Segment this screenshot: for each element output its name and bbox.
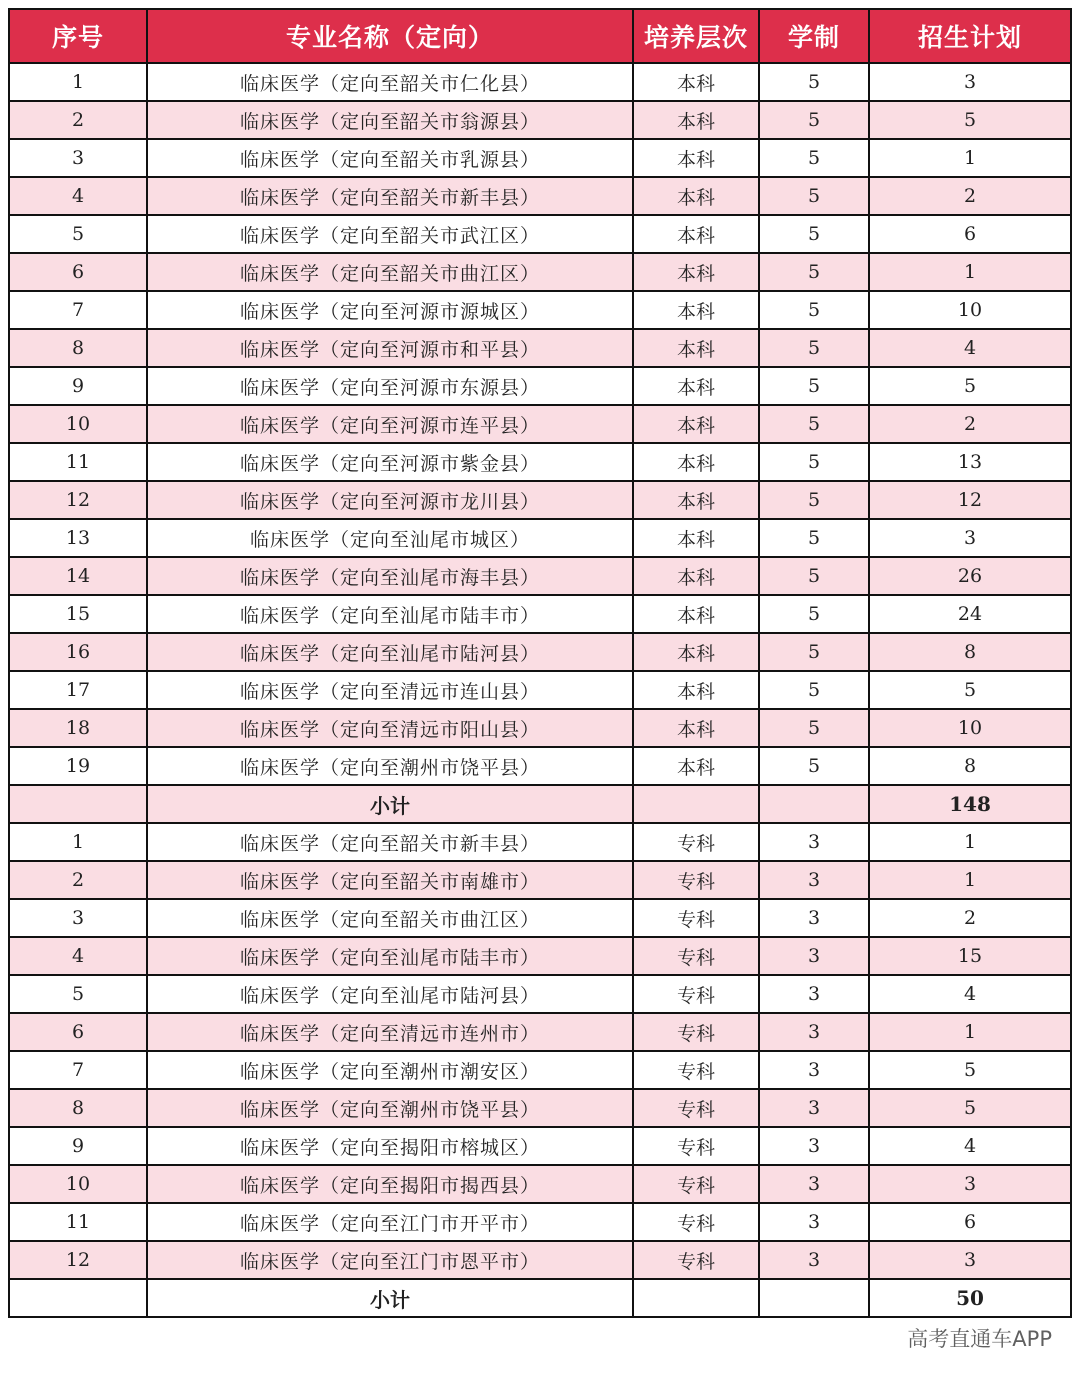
cell-serial-number: 12	[9, 1241, 147, 1279]
cell-duration: 5	[759, 519, 869, 557]
cell-serial-number: 6	[9, 253, 147, 291]
cell-major-name: 临床医学（定向至河源市东源县）	[147, 367, 633, 405]
cell-duration: 5	[759, 405, 869, 443]
table-row	[9, 443, 1071, 481]
table-row	[9, 177, 1071, 215]
watermark: 高考直通车APP	[907, 1327, 1052, 1351]
cell-serial-number: 4	[9, 937, 147, 975]
cell-enrollment-plan: 13	[869, 443, 1071, 481]
table-row	[9, 329, 1071, 367]
cell-major-name: 临床医学（定向至汕尾市陆丰市）	[147, 595, 633, 633]
cell-serial-number: 1	[9, 63, 147, 101]
cell-serial-number: 4	[9, 177, 147, 215]
cell-duration: 3	[759, 1241, 869, 1279]
cell-enrollment-plan: 4	[869, 975, 1071, 1013]
cell-enrollment-plan: 10	[869, 291, 1071, 329]
cell-major-name: 临床医学（定向至河源市连平县）	[147, 405, 633, 443]
cell-serial-number: 6	[9, 1013, 147, 1051]
cell-training-level: 本科	[633, 481, 759, 519]
cell-enrollment-plan: 26	[869, 557, 1071, 595]
table-row	[9, 633, 1071, 671]
cell-major-name: 临床医学（定向至江门市开平市）	[147, 1203, 633, 1241]
cell-training-level: 本科	[633, 253, 759, 291]
cell-enrollment-plan: 8	[869, 633, 1071, 671]
cell-training-level: 本科	[633, 747, 759, 785]
cell-serial-number: 5	[9, 215, 147, 253]
cell-training-level: 本科	[633, 215, 759, 253]
cell-major-name: 临床医学（定向至汕尾市海丰县）	[147, 557, 633, 595]
cell-enrollment-plan: 5	[869, 367, 1071, 405]
cell-duration: 5	[759, 443, 869, 481]
cell-duration: 5	[759, 291, 869, 329]
cell-duration	[759, 1279, 869, 1317]
cell-serial-number: 19	[9, 747, 147, 785]
cell-training-level: 专科	[633, 1089, 759, 1127]
header-duration: 学制	[759, 9, 869, 63]
cell-serial-number: 13	[9, 519, 147, 557]
cell-duration: 5	[759, 709, 869, 747]
table-header-row	[9, 9, 1071, 63]
cell-serial-number: 7	[9, 291, 147, 329]
cell-serial-number: 1	[9, 823, 147, 861]
table-row	[9, 1165, 1071, 1203]
cell-serial-number	[9, 1279, 147, 1317]
cell-training-level: 专科	[633, 1241, 759, 1279]
cell-training-level: 本科	[633, 367, 759, 405]
table-row	[9, 899, 1071, 937]
cell-training-level: 专科	[633, 1203, 759, 1241]
cell-major-name: 临床医学（定向至韶关市乳源县）	[147, 139, 633, 177]
cell-major-name: 临床医学（定向至潮州市饶平县）	[147, 747, 633, 785]
table-body	[9, 63, 1071, 1317]
cell-duration: 5	[759, 329, 869, 367]
cell-training-level: 本科	[633, 329, 759, 367]
cell-training-level: 专科	[633, 1051, 759, 1089]
cell-major-name: 临床医学（定向至潮州市饶平县）	[147, 1089, 633, 1127]
cell-major-name: 临床医学（定向至河源市紫金县）	[147, 443, 633, 481]
cell-serial-number: 8	[9, 1089, 147, 1127]
cell-enrollment-plan: 2	[869, 405, 1071, 443]
cell-training-level: 专科	[633, 1013, 759, 1051]
table-row	[9, 253, 1071, 291]
cell-enrollment-plan: 5	[869, 1051, 1071, 1089]
cell-major-name: 临床医学（定向至汕尾市陆河县）	[147, 975, 633, 1013]
cell-duration: 5	[759, 595, 869, 633]
cell-enrollment-plan: 6	[869, 215, 1071, 253]
cell-serial-number: 11	[9, 443, 147, 481]
cell-serial-number: 2	[9, 101, 147, 139]
cell-enrollment-plan: 1	[869, 1013, 1071, 1051]
table-row	[9, 747, 1071, 785]
cell-enrollment-plan: 5	[869, 101, 1071, 139]
cell-duration: 3	[759, 899, 869, 937]
table-row	[9, 1013, 1071, 1051]
subtotal-row	[9, 1279, 1071, 1317]
table-row	[9, 291, 1071, 329]
cell-major-name: 临床医学（定向至清远市阳山县）	[147, 709, 633, 747]
cell-major-name: 临床医学（定向至韶关市翁源县）	[147, 101, 633, 139]
cell-training-level: 本科	[633, 405, 759, 443]
cell-enrollment-plan: 10	[869, 709, 1071, 747]
table-row	[9, 1051, 1071, 1089]
cell-duration: 5	[759, 253, 869, 291]
cell-training-level: 本科	[633, 443, 759, 481]
cell-serial-number: 17	[9, 671, 147, 709]
table-row	[9, 557, 1071, 595]
table-row	[9, 1203, 1071, 1241]
cell-duration: 5	[759, 747, 869, 785]
header-serial-number: 序号	[9, 9, 147, 63]
cell-enrollment-plan: 6	[869, 1203, 1071, 1241]
header-enrollment-plan: 招生计划	[869, 9, 1071, 63]
cell-enrollment-plan: 5	[869, 671, 1071, 709]
cell-duration: 3	[759, 1089, 869, 1127]
cell-duration: 3	[759, 1051, 869, 1089]
cell-serial-number: 3	[9, 139, 147, 177]
cell-serial-number: 15	[9, 595, 147, 633]
header-major-name: 专业名称（定向）	[147, 9, 633, 63]
cell-enrollment-plan: 3	[869, 63, 1071, 101]
cell-enrollment-plan: 8	[869, 747, 1071, 785]
cell-duration	[759, 785, 869, 823]
cell-major-name: 临床医学（定向至汕尾市陆丰市）	[147, 937, 633, 975]
cell-enrollment-plan: 24	[869, 595, 1071, 633]
cell-enrollment-plan: 4	[869, 1127, 1071, 1165]
cell-training-level: 专科	[633, 861, 759, 899]
cell-duration: 3	[759, 1165, 869, 1203]
subtotal-label: 小计	[147, 1279, 633, 1317]
cell-enrollment-plan: 1	[869, 253, 1071, 291]
cell-training-level: 专科	[633, 1127, 759, 1165]
cell-training-level: 本科	[633, 709, 759, 747]
table-row	[9, 595, 1071, 633]
cell-training-level: 专科	[633, 899, 759, 937]
cell-duration: 3	[759, 861, 869, 899]
cell-duration: 3	[759, 1013, 869, 1051]
cell-training-level: 本科	[633, 139, 759, 177]
subtotal-row	[9, 785, 1071, 823]
cell-major-name: 临床医学（定向至韶关市仁化县）	[147, 63, 633, 101]
table-row	[9, 405, 1071, 443]
table-row	[9, 671, 1071, 709]
table-row	[9, 101, 1071, 139]
cell-major-name: 临床医学（定向至河源市源城区）	[147, 291, 633, 329]
cell-major-name: 临床医学（定向至韶关市曲江区）	[147, 253, 633, 291]
cell-serial-number: 12	[9, 481, 147, 519]
cell-major-name: 临床医学（定向至揭阳市榕城区）	[147, 1127, 633, 1165]
cell-duration: 3	[759, 975, 869, 1013]
cell-enrollment-plan: 2	[869, 177, 1071, 215]
cell-major-name: 临床医学（定向至揭阳市揭西县）	[147, 1165, 633, 1203]
cell-serial-number: 10	[9, 1165, 147, 1203]
table-row	[9, 937, 1071, 975]
cell-training-level	[633, 785, 759, 823]
cell-enrollment-plan: 4	[869, 329, 1071, 367]
subtotal-label: 小计	[147, 785, 633, 823]
cell-training-level: 专科	[633, 823, 759, 861]
table-row	[9, 481, 1071, 519]
cell-serial-number: 10	[9, 405, 147, 443]
cell-training-level: 本科	[633, 557, 759, 595]
cell-training-level: 本科	[633, 633, 759, 671]
cell-duration: 5	[759, 139, 869, 177]
table-row	[9, 823, 1071, 861]
cell-major-name: 临床医学（定向至韶关市武江区）	[147, 215, 633, 253]
cell-serial-number: 9	[9, 1127, 147, 1165]
cell-duration: 5	[759, 63, 869, 101]
cell-enrollment-plan: 15	[869, 937, 1071, 975]
table-row	[9, 63, 1071, 101]
cell-major-name: 临床医学（定向至河源市和平县）	[147, 329, 633, 367]
cell-major-name: 临床医学（定向至河源市龙川县）	[147, 481, 633, 519]
table-row	[9, 519, 1071, 557]
cell-major-name: 临床医学（定向至汕尾市陆河县）	[147, 633, 633, 671]
cell-major-name: 临床医学（定向至韶关市曲江区）	[147, 899, 633, 937]
cell-duration: 3	[759, 1127, 869, 1165]
cell-duration: 5	[759, 557, 869, 595]
cell-serial-number: 16	[9, 633, 147, 671]
cell-training-level	[633, 1279, 759, 1317]
table-row	[9, 1089, 1071, 1127]
table-row	[9, 367, 1071, 405]
cell-major-name: 临床医学（定向至汕尾市城区）	[147, 519, 633, 557]
cell-serial-number	[9, 785, 147, 823]
cell-duration: 5	[759, 633, 869, 671]
cell-serial-number: 3	[9, 899, 147, 937]
cell-training-level: 专科	[633, 975, 759, 1013]
cell-serial-number: 5	[9, 975, 147, 1013]
cell-major-name: 临床医学（定向至韶关市新丰县）	[147, 823, 633, 861]
table-row	[9, 975, 1071, 1013]
cell-major-name: 临床医学（定向至韶关市新丰县）	[147, 177, 633, 215]
cell-enrollment-plan: 1	[869, 861, 1071, 899]
cell-major-name: 临床医学（定向至清远市连山县）	[147, 671, 633, 709]
cell-training-level: 本科	[633, 595, 759, 633]
cell-enrollment-plan: 5	[869, 1089, 1071, 1127]
cell-serial-number: 8	[9, 329, 147, 367]
enrollment-plan-table	[8, 8, 1072, 1318]
cell-enrollment-plan: 3	[869, 1165, 1071, 1203]
cell-major-name: 临床医学（定向至清远市连州市）	[147, 1013, 633, 1051]
cell-serial-number: 7	[9, 1051, 147, 1089]
cell-duration: 5	[759, 177, 869, 215]
table-row	[9, 139, 1071, 177]
cell-training-level: 专科	[633, 1165, 759, 1203]
cell-duration: 5	[759, 367, 869, 405]
cell-enrollment-plan: 12	[869, 481, 1071, 519]
cell-enrollment-plan: 3	[869, 1241, 1071, 1279]
subtotal-value: 148	[869, 785, 1071, 823]
cell-enrollment-plan: 2	[869, 899, 1071, 937]
cell-serial-number: 2	[9, 861, 147, 899]
cell-serial-number: 11	[9, 1203, 147, 1241]
cell-training-level: 本科	[633, 291, 759, 329]
cell-major-name: 临床医学（定向至韶关市南雄市）	[147, 861, 633, 899]
cell-enrollment-plan: 1	[869, 823, 1071, 861]
cell-major-name: 临床医学（定向至江门市恩平市）	[147, 1241, 633, 1279]
cell-major-name: 临床医学（定向至潮州市潮安区）	[147, 1051, 633, 1089]
cell-training-level: 本科	[633, 519, 759, 557]
table-row	[9, 215, 1071, 253]
cell-duration: 5	[759, 101, 869, 139]
table-row	[9, 1241, 1071, 1279]
cell-duration: 3	[759, 937, 869, 975]
header-training-level: 培养层次	[633, 9, 759, 63]
cell-serial-number: 9	[9, 367, 147, 405]
table-row	[9, 709, 1071, 747]
cell-duration: 5	[759, 215, 869, 253]
cell-enrollment-plan: 3	[869, 519, 1071, 557]
cell-training-level: 本科	[633, 671, 759, 709]
cell-serial-number: 14	[9, 557, 147, 595]
subtotal-value: 50	[869, 1279, 1071, 1317]
cell-training-level: 本科	[633, 101, 759, 139]
cell-duration: 5	[759, 671, 869, 709]
cell-duration: 5	[759, 481, 869, 519]
cell-enrollment-plan: 1	[869, 139, 1071, 177]
table-row	[9, 1127, 1071, 1165]
cell-duration: 3	[759, 1203, 869, 1241]
cell-training-level: 本科	[633, 177, 759, 215]
cell-training-level: 专科	[633, 937, 759, 975]
cell-duration: 3	[759, 823, 869, 861]
table-row	[9, 861, 1071, 899]
cell-training-level: 本科	[633, 63, 759, 101]
cell-serial-number: 18	[9, 709, 147, 747]
